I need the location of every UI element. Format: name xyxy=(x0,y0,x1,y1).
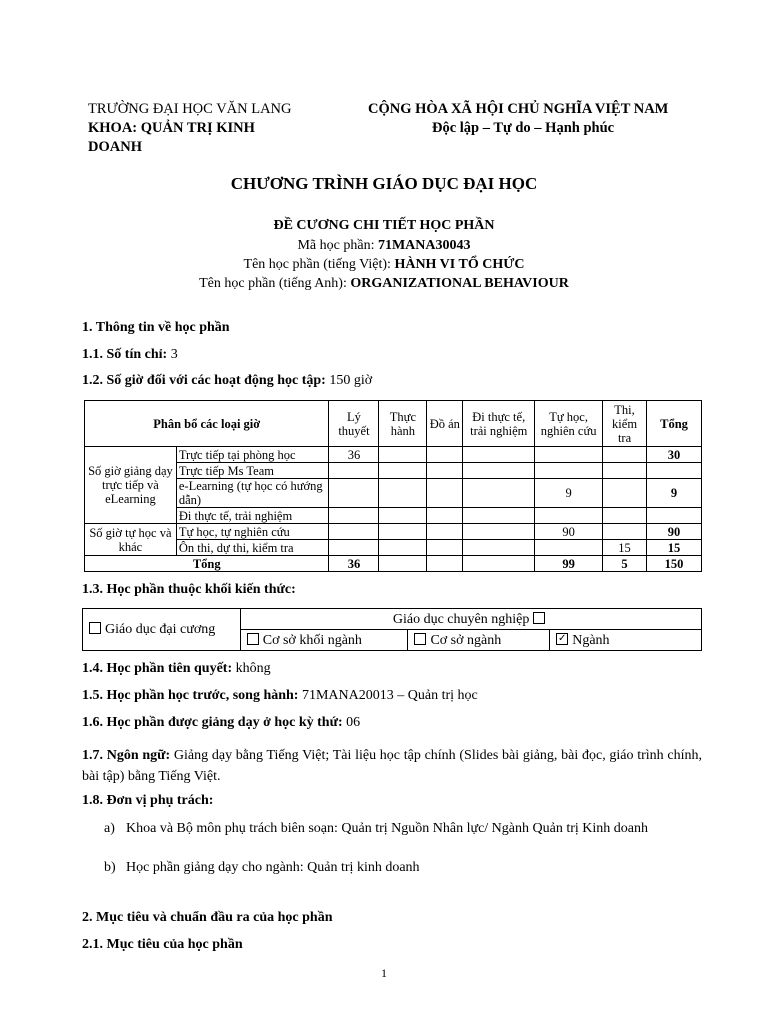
unit-item-a-text: Khoa và Bộ môn phụ trách biên soạn: Quản trị Nguồn Nhân lực/ Ngành Quản trị Kinh doanh xyxy=(126,821,648,836)
checkbox-icon[interactable] xyxy=(247,633,259,645)
course-code-label: Mã học phần: xyxy=(297,238,378,253)
list-marker-a: a) xyxy=(104,821,115,836)
table-row xyxy=(85,463,702,479)
row-label: Trực tiếp Ms Team xyxy=(176,463,329,479)
total-practice xyxy=(379,556,427,572)
header-exam: Thi, kiểm tra xyxy=(603,401,647,447)
header-theory: Lý thuyết xyxy=(329,401,379,447)
total-project xyxy=(427,556,463,572)
row-label: e-Learning (tự học có hướng dẫn) xyxy=(176,479,329,508)
cell-exam xyxy=(603,447,647,463)
cell-project xyxy=(427,479,463,508)
header-allocation: Phân bổ các loại giờ xyxy=(85,401,329,447)
semester-value: 06 xyxy=(346,715,361,730)
course-code-value: 71MANA30043 xyxy=(377,238,471,253)
semester-label: 1.6. Học phần được giảng dạy ở học kỳ thứ: xyxy=(82,715,347,730)
cell-field xyxy=(463,463,535,479)
credits-label: 1.1. Số tín chỉ: xyxy=(82,347,171,362)
unit-item-b xyxy=(104,857,702,878)
cell-theory: 36 xyxy=(329,447,379,463)
page-title: CHƯƠNG TRÌNH GIÁO DỤC ĐẠI HỌC xyxy=(230,174,538,193)
cell-field xyxy=(463,479,535,508)
course-code xyxy=(0,236,768,256)
cell-project xyxy=(427,463,463,479)
faculty-name-cont: DOANH xyxy=(88,139,142,155)
checked-checkbox-icon[interactable] xyxy=(556,633,568,645)
cell-total: 9 xyxy=(647,479,702,508)
professional-education-option[interactable] xyxy=(240,609,701,630)
cell-practice xyxy=(379,540,427,556)
cell-project xyxy=(427,524,463,540)
cell-theory xyxy=(329,479,379,508)
credits-line xyxy=(82,347,178,363)
base-block-option[interactable] xyxy=(240,630,408,651)
cell-theory xyxy=(329,540,379,556)
cell-self xyxy=(535,508,603,524)
cell-theory xyxy=(329,508,379,524)
cell-self xyxy=(535,540,603,556)
major-label: Ngành xyxy=(572,632,610,648)
cell-project xyxy=(427,447,463,463)
national-header xyxy=(368,100,698,138)
section-2-1-heading: 2.1. Mục tiêu của học phần xyxy=(82,937,243,952)
table-row xyxy=(85,479,702,508)
hours-line xyxy=(82,373,372,389)
general-education-label: Giáo dục đại cương xyxy=(105,622,216,637)
total-self: 99 xyxy=(535,556,603,572)
header-field: Đi thực tế, trải nghiệm xyxy=(463,401,535,447)
prior-course-label: 1.5. Học phần học trước, song hành: xyxy=(82,688,302,703)
national-title: CỘNG HÒA XÃ HỘI CHỦ NGHĨA VIỆT NAM xyxy=(368,101,669,117)
cell-theory xyxy=(329,524,379,540)
section-1-heading: 1. Thông tin về học phần xyxy=(82,320,230,335)
header-self-study: Tự học, nghiên cứu xyxy=(535,401,603,447)
base-major-option[interactable] xyxy=(408,630,550,651)
faculty-name: KHOA: QUẢN TRỊ KINH xyxy=(88,120,255,136)
cell-practice xyxy=(379,508,427,524)
cell-self xyxy=(535,447,603,463)
cell-exam xyxy=(603,524,647,540)
total-exam: 5 xyxy=(603,556,647,572)
cell-theory xyxy=(329,463,379,479)
table-row xyxy=(85,508,702,524)
cell-field xyxy=(463,447,535,463)
hours-table xyxy=(84,400,702,572)
checkbox-icon[interactable] xyxy=(414,633,426,645)
national-motto: Độc lập – Tự do – Hạnh phúc xyxy=(432,120,615,136)
header-practice: Thực hành xyxy=(379,401,427,447)
total-total: 150 xyxy=(647,556,702,572)
row-label: Ôn thi, dự thi, kiểm tra xyxy=(176,540,329,556)
cell-practice xyxy=(379,463,427,479)
semester-line xyxy=(82,715,360,731)
unit-item-b-text: Học phần giảng dạy cho ngành: Quản trị kinh doanh xyxy=(126,860,420,875)
table-row xyxy=(85,524,702,540)
table-total-row xyxy=(85,556,702,572)
checkbox-icon[interactable] xyxy=(533,612,545,624)
total-row-label: Tổng xyxy=(85,556,329,572)
prerequisite-line xyxy=(82,661,271,677)
base-block-label: Cơ sở khối ngành xyxy=(262,632,362,648)
syllabus-heading: ĐỀ CƯƠNG CHI TIẾT HỌC PHẦN xyxy=(273,218,495,233)
course-name-vn-value: HÀNH VI TỔ CHỨC xyxy=(394,257,525,272)
prior-course-line xyxy=(82,688,478,704)
course-name-vn-label: Tên học phần (tiếng Việt): xyxy=(243,257,395,272)
group-direct-teaching: Số giờ giảng dạy trực tiếp và eLearning xyxy=(85,447,177,524)
cell-total xyxy=(647,463,702,479)
row-label: Đi thực tế, trải nghiệm xyxy=(176,508,329,524)
knowledge-block-heading: 1.3. Học phần thuộc khối kiến thức: xyxy=(82,582,296,597)
section-2-heading: 2. Mục tiêu và chuẩn đầu ra của học phần xyxy=(82,910,333,925)
cell-field xyxy=(463,508,535,524)
header-total: Tổng xyxy=(647,401,702,447)
cell-field xyxy=(463,540,535,556)
unit-item-a xyxy=(104,818,702,839)
prerequisite-value: không xyxy=(235,661,271,676)
course-name-en-value: ORGANIZATIONAL BEHAVIOUR xyxy=(350,276,569,291)
cell-total: 90 xyxy=(647,524,702,540)
total-field xyxy=(463,556,535,572)
cell-self xyxy=(535,463,603,479)
header-project: Đồ án xyxy=(427,401,463,447)
cell-practice xyxy=(379,479,427,508)
table-header-row xyxy=(85,401,702,447)
general-education-option[interactable] xyxy=(83,609,241,651)
cell-exam xyxy=(603,463,647,479)
list-marker-b: b) xyxy=(104,860,116,875)
cell-field xyxy=(463,524,535,540)
cell-exam xyxy=(603,508,647,524)
prior-course-value: 71MANA20013 – Quản trị học xyxy=(301,688,478,703)
cell-exam: 15 xyxy=(603,540,647,556)
page-number: 1 xyxy=(381,966,387,980)
language-paragraph xyxy=(82,745,702,787)
cell-total: 30 xyxy=(647,447,702,463)
course-name-en xyxy=(0,274,768,294)
row-label: Trực tiếp tại phòng học xyxy=(176,447,329,463)
table-row xyxy=(85,447,702,463)
checkbox-icon[interactable] xyxy=(89,622,101,634)
cell-self: 90 xyxy=(535,524,603,540)
cell-project xyxy=(427,508,463,524)
table-row xyxy=(85,540,702,556)
hours-value: 150 giờ xyxy=(329,373,373,388)
language-value: Giảng dạy bằng Tiếng Việt; Tài liệu học tập chính (Slides bài giảng, bài đọc, giáo trình chính, bài tập) bằng Tiếng Việt. xyxy=(82,748,702,784)
cell-practice xyxy=(379,447,427,463)
credits-value: 3 xyxy=(170,347,178,362)
knowledge-block-table xyxy=(82,608,702,651)
university-name: TRƯỜNG ĐẠI HỌC VĂN LANG xyxy=(88,101,292,117)
group-self-study: Số giờ tự học và khác xyxy=(85,524,177,556)
language-label: 1.7. Ngôn ngữ: xyxy=(82,748,174,763)
university-header xyxy=(88,100,338,157)
course-name-vn xyxy=(0,255,768,275)
cell-exam xyxy=(603,479,647,508)
professional-education-label: Giáo dục chuyên nghiệp xyxy=(392,611,530,627)
major-option[interactable] xyxy=(550,630,702,651)
cell-project xyxy=(427,540,463,556)
row-label: Tự học, tự nghiên cứu xyxy=(176,524,329,540)
cell-self: 9 xyxy=(535,479,603,508)
unit-heading: 1.8. Đơn vị phụ trách: xyxy=(82,793,214,808)
base-major-label: Cơ sở ngành xyxy=(430,632,502,648)
cell-practice xyxy=(379,524,427,540)
hours-label: 1.2. Số giờ đối với các hoạt động học tập: xyxy=(82,373,330,388)
course-name-en-label: Tên học phần (tiếng Anh): xyxy=(199,276,351,291)
prerequisite-label: 1.4. Học phần tiên quyết: xyxy=(82,661,236,676)
cell-total xyxy=(647,508,702,524)
cell-total: 15 xyxy=(647,540,702,556)
total-theory: 36 xyxy=(329,556,379,572)
